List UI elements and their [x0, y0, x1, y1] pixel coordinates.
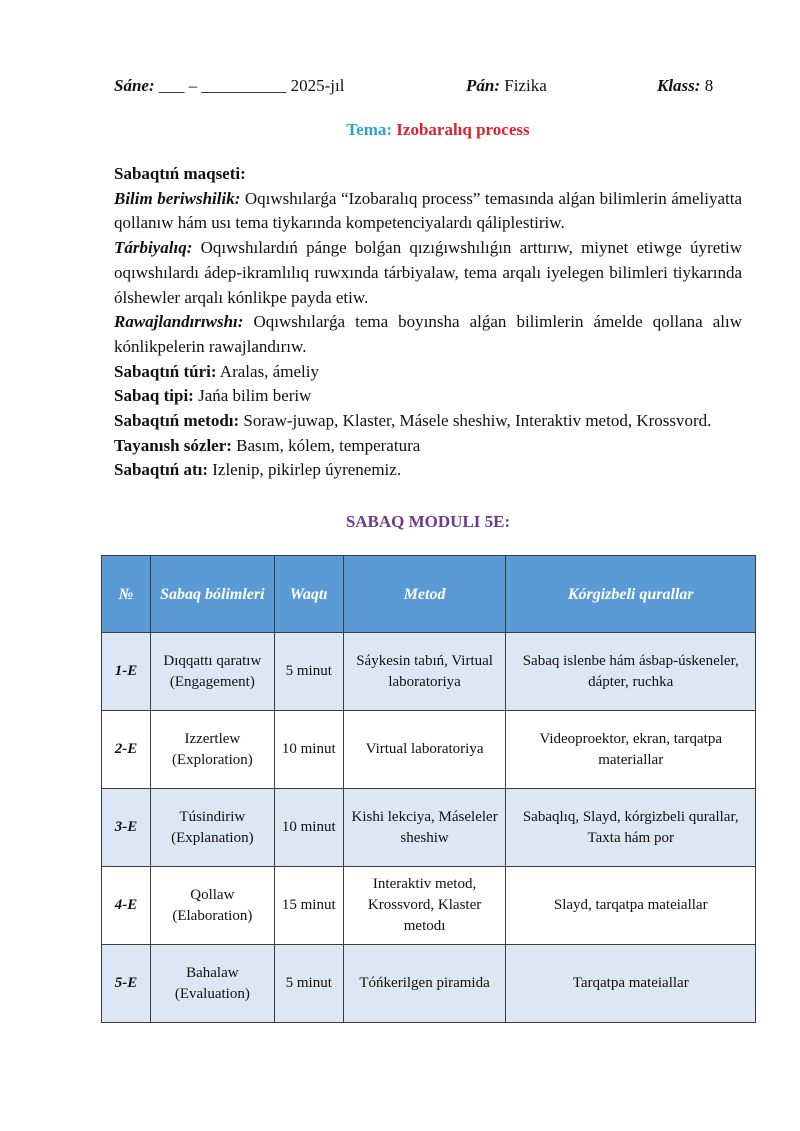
row-time: 5 minut: [274, 633, 343, 711]
row-section: Dıqqattı qaratıw (Engagement): [150, 633, 274, 711]
goals-title: Sabaqtıń maqseti:: [114, 164, 246, 183]
table-row: [102, 867, 756, 945]
lesson-module-table: [101, 555, 756, 1023]
lesson-type-value: Aralas, ámeliy: [216, 361, 319, 381]
row-section: Bahalaw (Evaluation): [150, 945, 274, 1023]
topic-value: Izobaralıq process: [396, 120, 530, 139]
date-field: [114, 76, 344, 96]
goal-upbringing-text: Oqıwshılardıń pánge bolǵan qızıǵıwshılıǵın arttırıw, miynet etiwge úyretiw oqıwshılardı ádep-ikramlılıq ruwxında tárbiyalaw, tema arqalı iyelegen bilimleri tiykarında ólshewler arqalı kónlikpe payda etiw.: [114, 238, 742, 307]
row-materials: Sabaqlıq, Slayd, kórgizbeli qurallar, Taxta hám por: [506, 789, 756, 867]
lesson-method-value: Soraw-juwap, Klaster, Másele sheshiw, Interaktiv metod, Krossvord.: [239, 411, 712, 431]
lesson-method: [114, 409, 742, 434]
lesson-keywords-value: Basım, kólem, temperatura: [231, 435, 421, 455]
row-method: Interaktiv metod, Krossvord, Klaster metodı: [343, 867, 506, 945]
lesson-kind-value: Jańa bilim beriw: [193, 386, 312, 406]
lesson-motto-value: Izlenip, pikirlep úyrenemiz.: [208, 460, 402, 480]
header-number: №: [102, 556, 151, 633]
row-time: 15 minut: [274, 867, 343, 945]
header-sections: Sabaq bólimleri: [150, 556, 274, 633]
lesson-kind: [114, 384, 742, 409]
row-method: Tóńkerilgen piramida: [343, 945, 506, 1023]
header-method: Metod: [343, 556, 506, 633]
lesson-kind-label: Sabaq tipi:: [114, 386, 194, 406]
lesson-type-label: Sabaqtıń túri:: [114, 361, 217, 381]
lesson-topic: [0, 120, 800, 140]
row-section: Túsindiriw (Explanation): [150, 789, 274, 867]
table-row: [102, 633, 756, 711]
subject-label: Pán:: [466, 76, 500, 95]
module-title: SABAQ MODULI 5E:: [345, 512, 511, 531]
row-section: Izzertlew (Exploration): [150, 711, 274, 789]
row-time: 5 minut: [274, 945, 343, 1023]
goal-education-label: Bilim beriwshilik:: [114, 188, 241, 208]
table-row: [102, 711, 756, 789]
row-materials: Sabaq islenbe hám ásbap-úskeneler, dápter, ruchka: [506, 633, 756, 711]
header-time: Waqtı: [274, 556, 343, 633]
goal-education-text: Oqıwshılarǵa “Izobaralıq process” temasında alǵan bilimlerin ámeliyatta qollanıw hám usı tema tiykarında kompetenciyalardı qáliplestiriw.: [114, 188, 742, 233]
goal-development-text: Oqıwshılarǵa tema boyınsha alǵan bilimlerin ámelde qollana alıw kónlikpelerin rawajlandırıw.: [114, 312, 742, 356]
table-row: [102, 789, 756, 867]
goal-upbringing: [114, 236, 742, 310]
class-label: Klass:: [657, 76, 701, 95]
row-stage: 2-E: [102, 711, 151, 789]
row-method: Virtual laboratoriya: [343, 711, 506, 789]
header-line: [114, 76, 718, 100]
lesson-type: [114, 360, 742, 385]
class-value: 8: [704, 76, 714, 95]
lesson-method-label: Sabaqtıń metodı:: [114, 411, 240, 431]
row-materials: Videoproektor, ekran, tarqatpa materiallar: [506, 711, 756, 789]
goal-development-label: Rawajlandırıwshı:: [114, 312, 244, 332]
row-time: 10 minut: [274, 789, 343, 867]
goal-education: [114, 187, 742, 236]
lesson-keywords: [114, 434, 742, 459]
class-field: [657, 76, 713, 96]
row-stage: 5-E: [102, 945, 151, 1023]
row-stage: 4-E: [102, 867, 151, 945]
row-method: Sáykesin tabıń, Virtual laboratoriya: [343, 633, 506, 711]
date-value: ___ – __________ 2025-jıl: [158, 76, 345, 95]
topic-label: Tema:: [346, 120, 393, 139]
row-method: Kishi lekciya, Máseleler sheshiw: [343, 789, 506, 867]
goal-development: [114, 310, 742, 359]
table-header-row: [102, 556, 756, 633]
lesson-motto-label: Sabaqtıń atı:: [114, 460, 208, 480]
lesson-keywords-label: Tayanısh sózler:: [114, 435, 232, 455]
subject-value: Fizika: [504, 76, 547, 95]
lesson-motto: [114, 458, 742, 483]
row-time: 10 minut: [274, 711, 343, 789]
header-materials: Kórgizbeli qurallar: [506, 556, 756, 633]
row-stage: 1-E: [102, 633, 151, 711]
goal-upbringing-label: Tárbiyalıq:: [114, 238, 193, 258]
row-materials: Tarqatpa mateiallar: [506, 945, 756, 1023]
table-row: [102, 945, 756, 1023]
row-section: Qollaw (Elaboration): [150, 867, 274, 945]
date-label: Sáne:: [114, 76, 155, 95]
row-stage: 3-E: [102, 789, 151, 867]
row-materials: Slayd, tarqatpa mateiallar: [506, 867, 756, 945]
subject-field: [466, 76, 547, 96]
lesson-description: [114, 162, 742, 483]
